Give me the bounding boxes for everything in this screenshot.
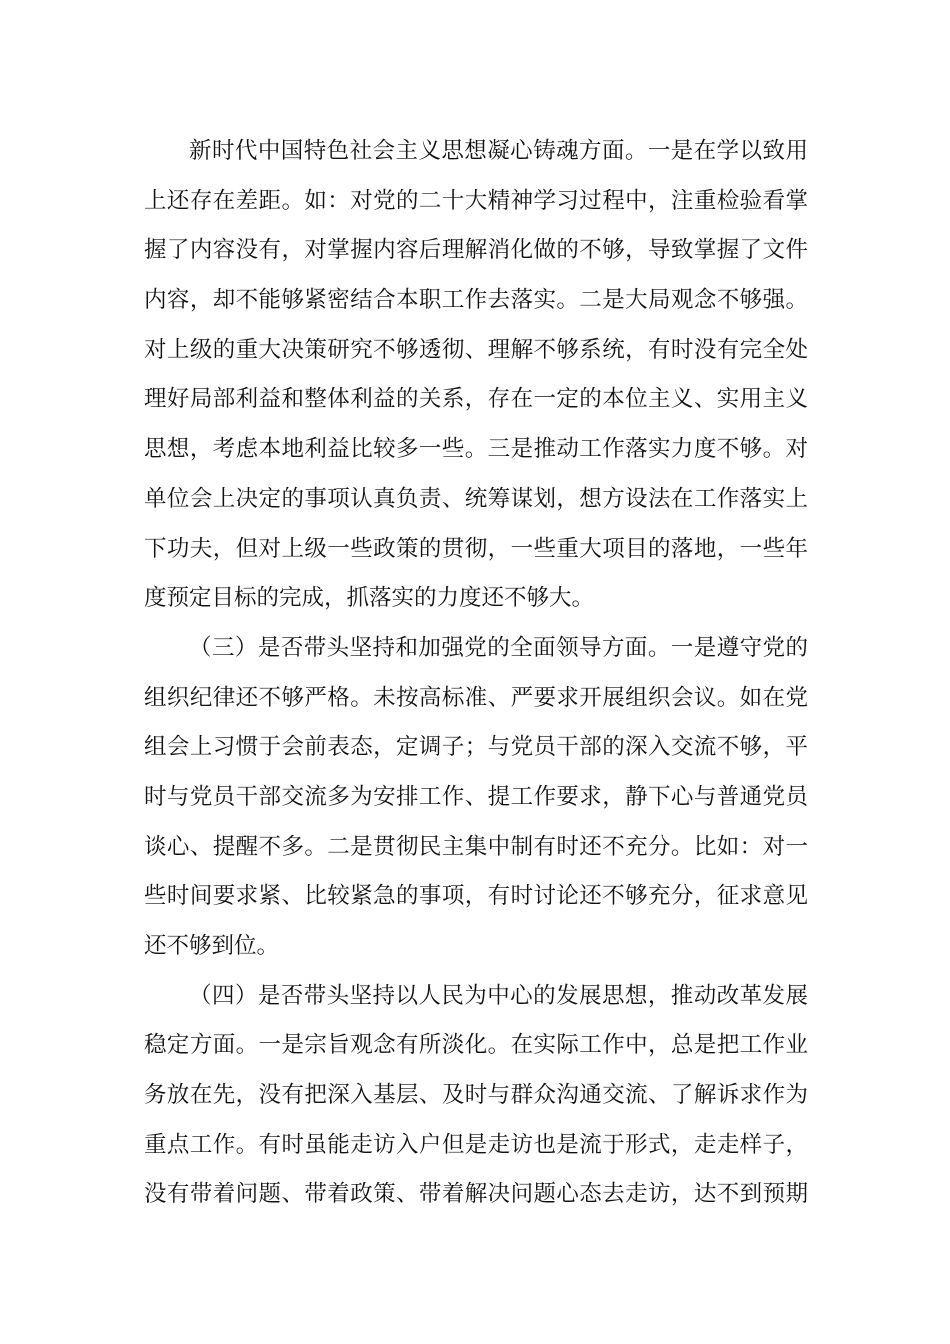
paragraph-line: 思想，考虑本地利益比较多一些。三是推动工作落实力度不够。对 <box>144 436 808 463</box>
paragraph-line: （四）是否带头坚持以人民为中心的发展思想，推动改革发展 <box>189 982 808 1009</box>
document-body <box>144 127 808 1220</box>
paragraph-line: 些时间要求紧、比较紧急的事项，有时讨论还不够充分，征求意见 <box>144 883 808 910</box>
paragraph-line: （三）是否带头坚持和加强党的全面领导方面。一是遵守党的 <box>189 634 808 661</box>
paragraph-line: 组会上习惯于会前表态，定调子；与党员干部的深入交流不够，平 <box>144 734 808 761</box>
paragraph-line: 还不够到位。 <box>144 933 280 959</box>
paragraph-line: 握了内容没有，对掌握内容后理解消化做的不够，导致掌握了文件 <box>144 237 808 264</box>
paragraph-line: 务放在先，没有把深入基层、及时与群众沟通交流、了解诉求作为 <box>144 1082 808 1109</box>
paragraph-line: 上还存在差距。如：对党的二十大精神学习过程中，注重检验看掌 <box>144 187 808 214</box>
paragraph-line: 度预定目标的完成，抓落实的力度还不够大。 <box>144 585 595 612</box>
paragraph-line: 对上级的重大决策研究不够透彻、理解不够系统，有时没有完全处 <box>144 336 808 363</box>
paragraph-line: 时与党员干部交流多为安排工作、提工作要求，静下心与普通党员 <box>144 783 808 810</box>
paragraph-line: 没有带着问题、带着政策、带着解决问题心态去走访，达不到预期 <box>144 1181 808 1208</box>
paragraph-line: 内容，却不能够紧密结合本职工作去落实。二是大局观念不够强。 <box>144 287 808 314</box>
paragraph-line: 单位会上决定的事项认真负责、统筹谋划，想方设法在工作落实上 <box>144 485 808 512</box>
paragraph-line: 稳定方面。一是宗旨观念有所淡化。在实际工作中，总是把工作业 <box>144 1032 808 1059</box>
paragraph-line: 组织纪律还不够严格。未按高标准、严要求开展组织会议。如在党 <box>144 684 808 711</box>
paragraph-line: 谈心、提醒不多。二是贯彻民主集中制有时还不充分。比如：对一 <box>144 833 808 860</box>
paragraph-line: 重点工作。有时虽能走访入户但是走访也是流于形式，走走样子， <box>144 1131 808 1158</box>
paragraph-line: 理好局部利益和整体利益的关系，存在一定的本位主义、实用主义 <box>144 386 808 413</box>
paragraph-line: 新时代中国特色社会主义思想凝心铸魂方面。一是在学以致用 <box>189 138 808 164</box>
paragraph-line: 下功夫，但对上级一些政策的贯彻，一些重大项目的落地，一些年 <box>144 535 808 562</box>
